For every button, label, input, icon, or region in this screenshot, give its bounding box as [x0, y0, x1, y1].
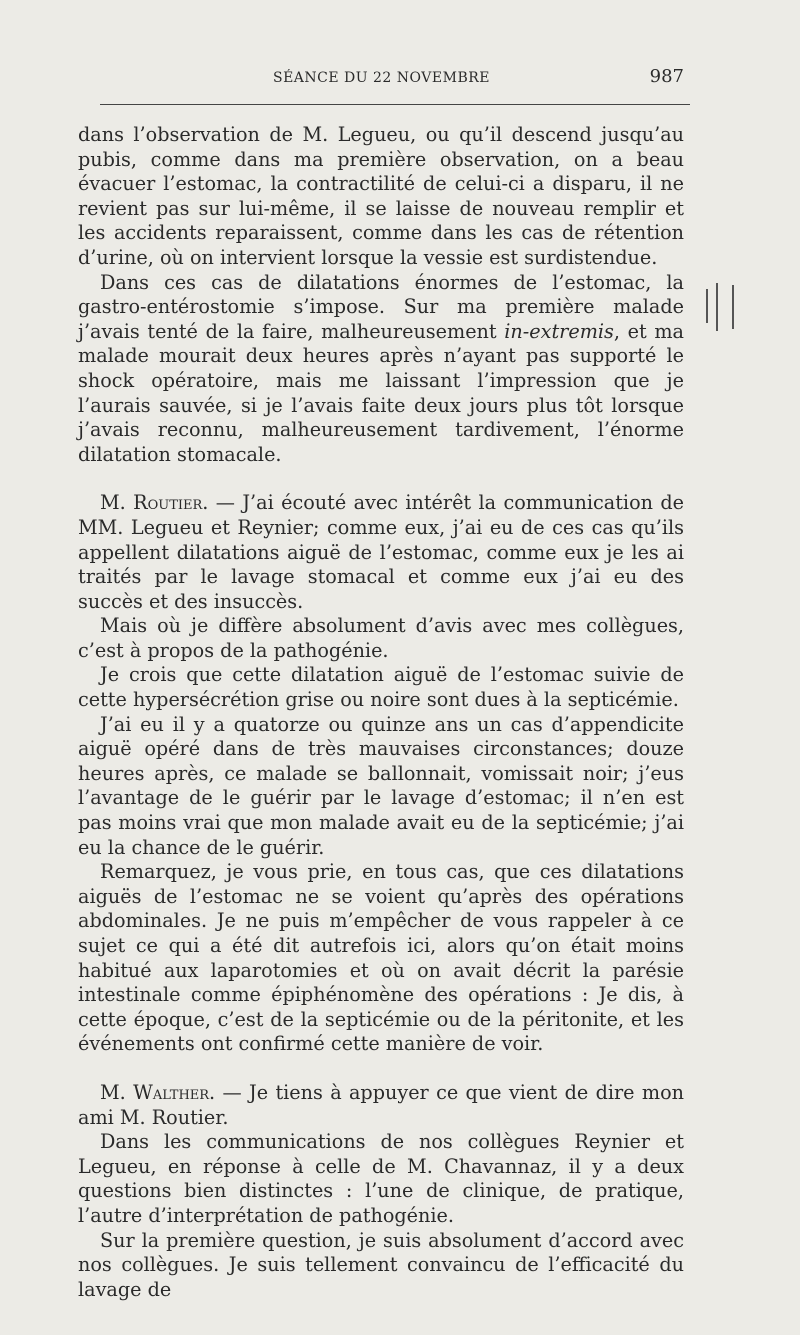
- running-head: SÉANCE DU 22 NOVEMBRE: [273, 70, 490, 86]
- margin-pencil-marks: [700, 275, 750, 355]
- paragraph: Je crois que cette dilatation aiguë de l’estomac suivie de cette hypersécrétion grise ou noire sont dues à la septicémie.: [78, 663, 684, 712]
- header-rule: [100, 104, 690, 105]
- paragraph: Sur la première question, je suis absolument d’accord avec nos collègues. Je suis tellement convaincu de l’efficacité du lavage de: [78, 1228, 684, 1301]
- speaker-paragraph: [78, 491, 684, 614]
- paragraph: Dans les communications de nos collègues Reynier et Legueu, en réponse à celle de M. Chavannaz, il y a deux questions bien distinctes : l’une de clinique, de pratique, l’autre d’interprétation de pathogénie.: [78, 1130, 684, 1227]
- page-header: [78, 64, 684, 92]
- text-run: — Je tiens à appuyer ce que vient de dire mon ami M. Routier.: [78, 1080, 684, 1129]
- text-run: , et ma malade mourait deux heures après n’ayant pas supporté le shock opératoire, mais me laissant l’impression que je l’aurais sauvée, si je l’avais faite deux jours plus tôt lorsque j’avais reconnu, malheureusement tardivement, l’énorme dilatation stomacale.: [78, 319, 685, 466]
- paragraph: [78, 271, 684, 468]
- text-run: — J’ai écouté avec intérêt la communication de MM. Legueu et Reynier; comme eux, j’ai eu de ces cas qu’ils appellent dilatations aiguë de l’estomac, comme eux je les ai traités par le lavage stomacal et comme eux j’ai eu des succès et des insuccès.: [78, 491, 685, 613]
- paragraph: Remarquez, je vous prie, en tous cas, que ces dilatations aiguës de l’estomac ne se voient qu’après des opérations abdominales. Je ne puis m’empêcher de vous rappeler à ce sujet ce qui a été dit autrefois ici, alors qu’on était moins habitué aux laparotomies et où on avait décrit la parésie intestinale comme épiphénomène des opérations : Je dis, à cette époque, c’est de la septicémie ou de la péritonite, et les événements ont confirmé cette manière de voir.: [78, 860, 684, 1056]
- speaker-name: M. Routier.: [100, 491, 209, 515]
- page-body: [78, 123, 684, 1302]
- text-run: Dans ces cas de dilatations énormes de l’estomac, la gastro-entérostomie s’impose. Sur ma première malade j’avais tenté de la faire, malheureusement: [78, 270, 684, 343]
- paragraph: dans l’observation de M. Legueu, ou qu’il descend jusqu’au pubis, comme dans ma première observation, on a beau évacuer l’estomac, la contractilité de celui-ci a disparu, il ne revient pas sur lui-même, il se laisse de nouveau remplir et les accidents reparaissent, comme dans les cas de rétention d’urine, où on intervient lorsque la vessie est surdistendue.: [78, 123, 684, 269]
- speaker-paragraph: [78, 1081, 684, 1130]
- speaker-name: M. Walther.: [100, 1080, 216, 1104]
- paragraph: Mais où je diffère absolument d’avis avec mes collègues, c’est à propos de la pathogénie.: [78, 614, 684, 662]
- page-number: 987: [649, 66, 684, 87]
- paragraph: J’ai eu il y a quatorze ou quinze ans un cas d’appendicite aiguë opéré dans de très mauvaises circonstances; douze heures après, ce malade se ballonnait, vomissait noir; j’eus l’avantage de le guérir par le lavage d’estomac; il n’en est pas moins vrai que mon malade avait eu de la septicémie; j’ai eu la chance de le guérir.: [78, 712, 684, 859]
- italic-phrase: in-extremis: [504, 319, 614, 343]
